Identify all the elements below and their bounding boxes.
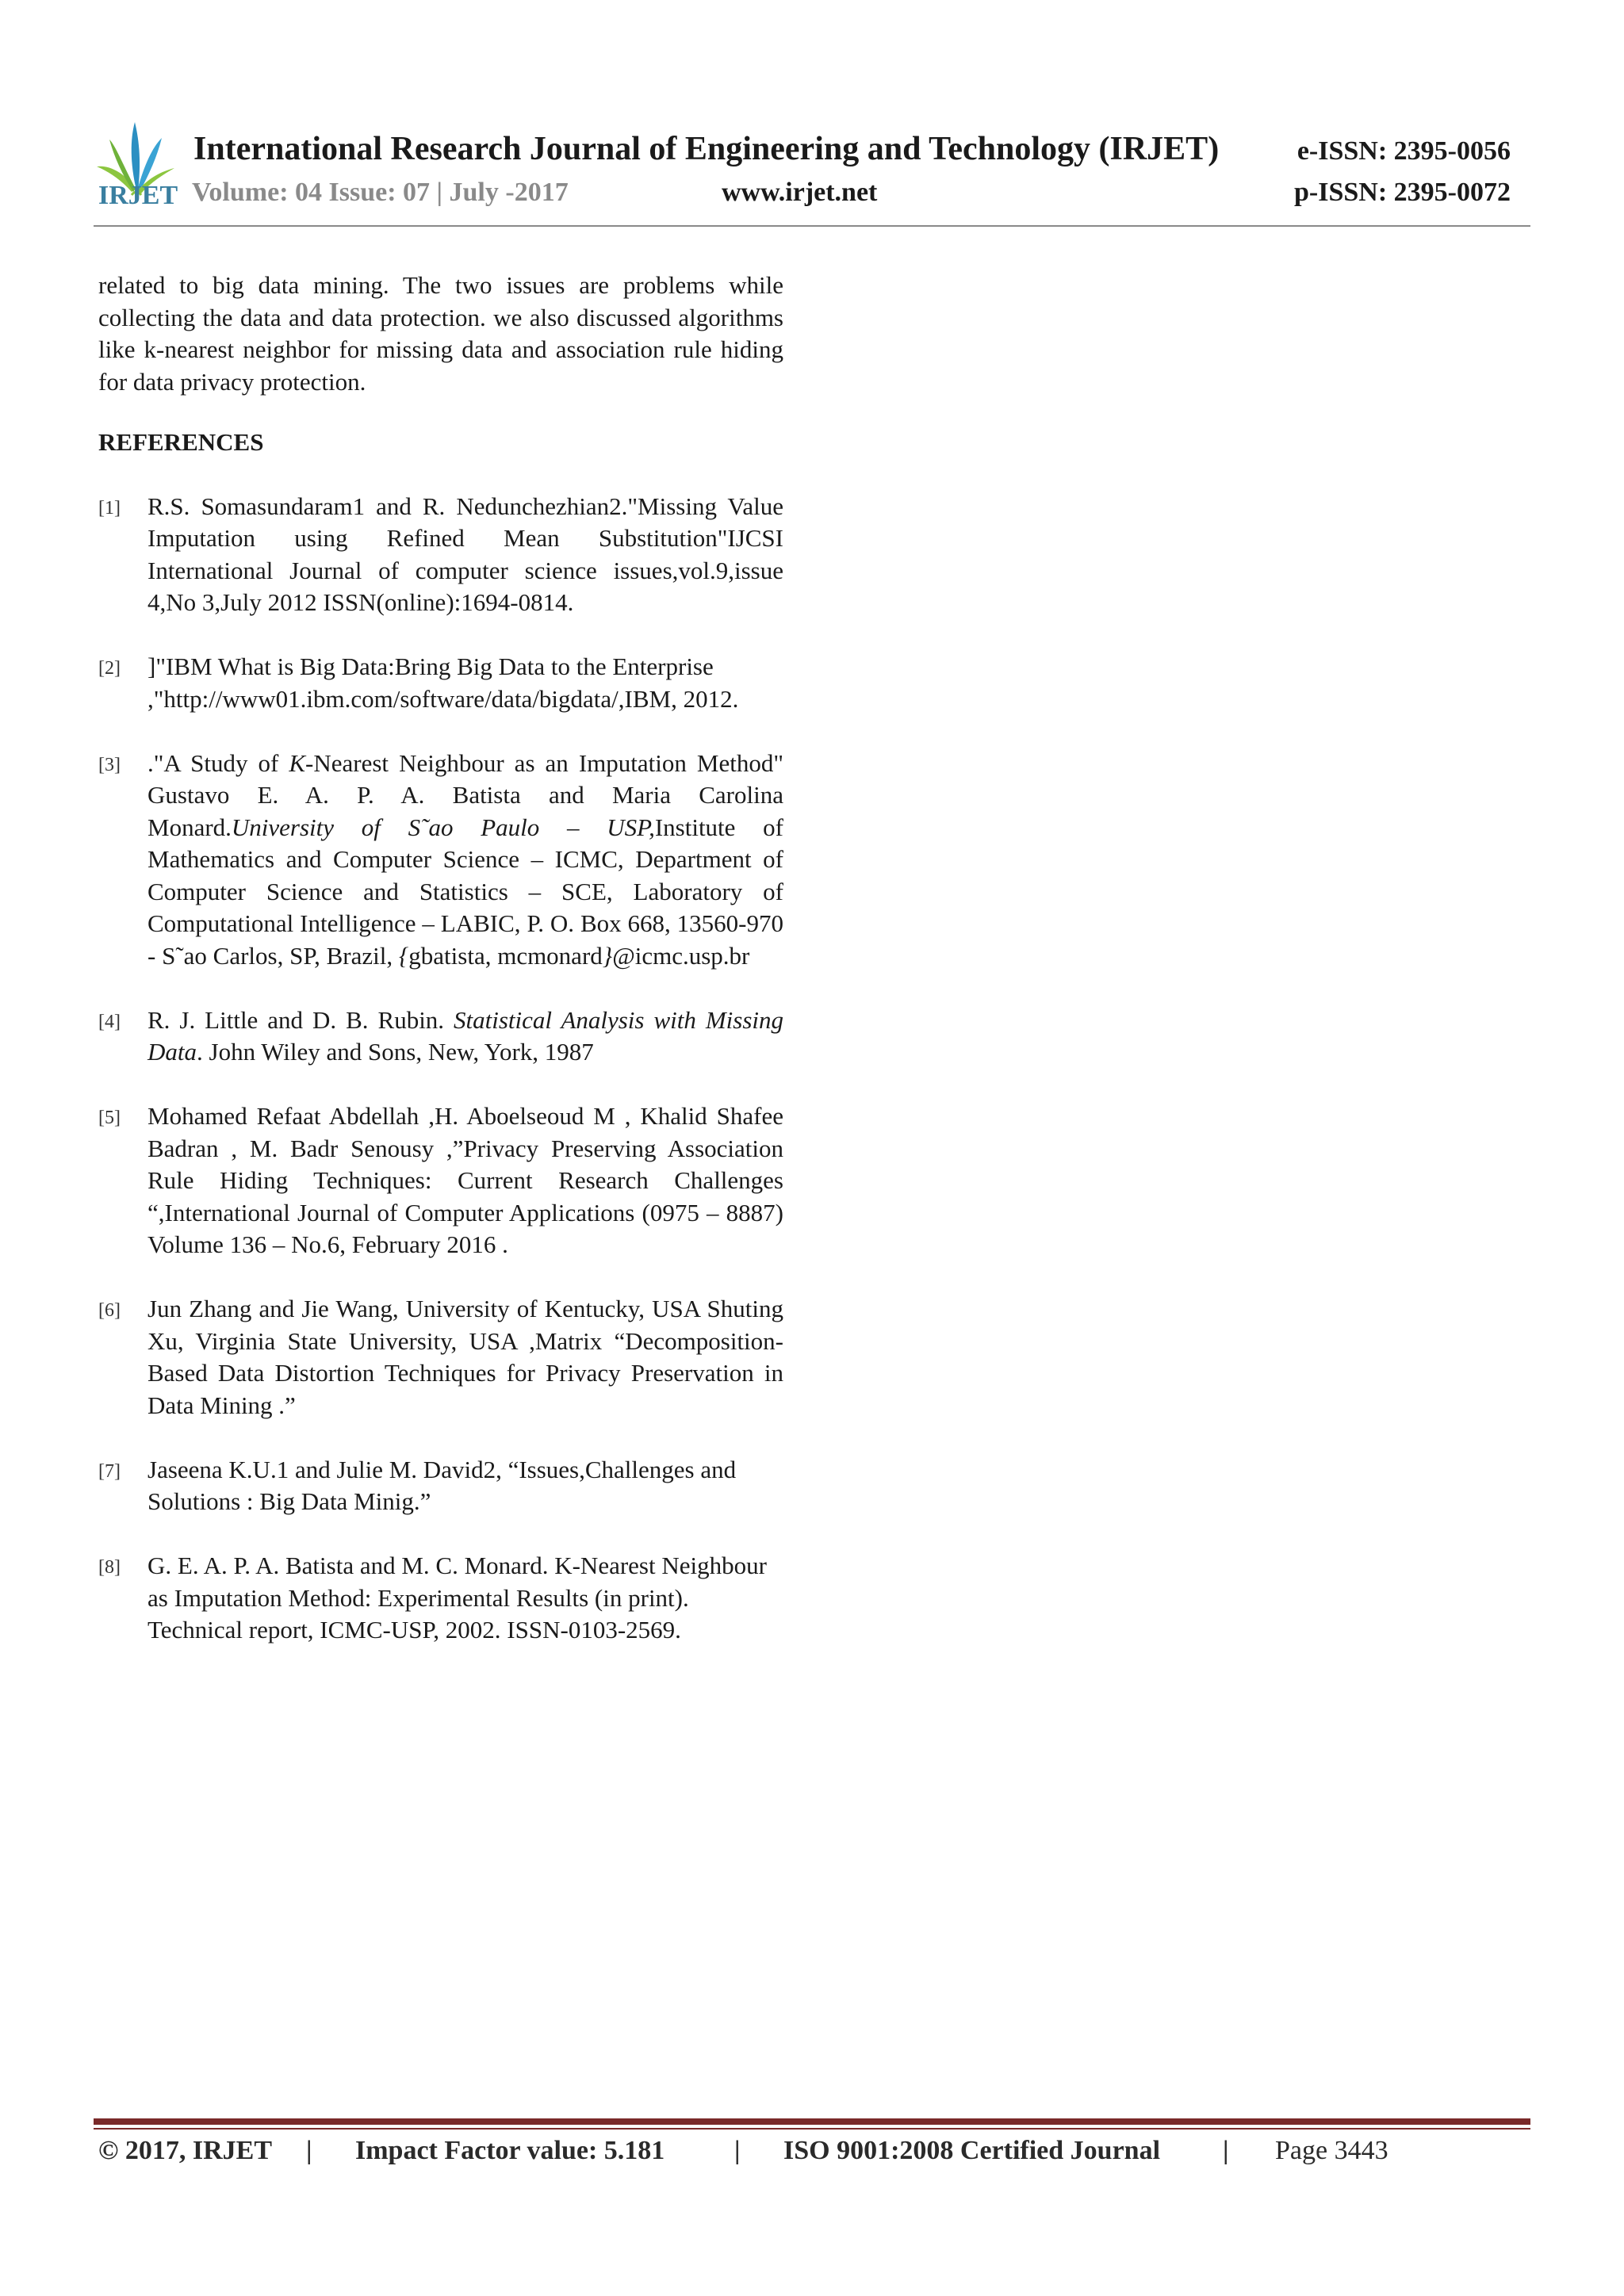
reference-text: Jaseena K.U.1 and Julie M. David2, “Issues,Challenges and Solutions : Big Data Minig.” [147,1455,737,1515]
issue-info: Volume: 04 Issue: 07 | July -2017 [192,178,569,207]
reference-number: [8] [98,1557,121,1578]
reference-item [98,748,783,973]
reference-item [98,1293,783,1422]
header-divider [94,225,1530,227]
reference-text: R. J. Little and D. B. Rubin. Statistical Analysis with Missing Data. John Wiley and Sons, New, York, 1987 [147,1005,784,1066]
reference-number: [5] [98,1108,121,1128]
reference-number: [1] [98,497,121,519]
footer-divider-thin [94,2128,1530,2130]
reference-number: [3] [98,754,121,775]
reference-number: [7] [98,1460,121,1482]
reference-item [98,651,783,715]
reference-item [98,1454,783,1518]
e-issn: e-ISSN: 2395-0056 [1297,136,1511,166]
conclusion-paragraph: related to big data mining. The two issues are problems while collecting the data and data protection. we also discussed algorithms like k-nearest neighbor for missing data and association rule hiding for data privacy protection. [98,271,783,396]
footer-iso-certification: ISO 9001:2008 Certified Journal [783,2136,1161,2165]
reference-item [98,1004,783,1069]
left-text-column [98,270,783,1678]
reference-item [98,491,783,619]
footer-copyright: © 2017, IRJET [98,2136,273,2165]
footer-separator: | [306,2136,312,2165]
journal-website: www.irjet.net [722,178,878,207]
reference-text: ."A Study of K-Nearest Neighbour as an Imputation Method" Gustavo E. A. P. A. Batista and Maria Carolina Monard.University of S˜ao Paulo – USP,Institute of Mathematics and Computer Science – ICMC, Department of Computer Science and Statistics – SCE, Laboratory of Computational Intelligence – LABIC, P. O. Box 668, 13560-970 - S˜ao Carlos, SP, Brazil, {gbatista, mcmonard}@icmc.usp.br [147,748,783,970]
footer-separator: | [734,2136,741,2165]
reference-text: R.S. Somasundaram1 and R. Nedunchezhian2."Missing Value Imputation using Refined Mean Substitution"IJCSI International Journal of computer science issues,vol.9,issue 4,No 3,July 2012 ISSN(online):1694-0814. [147,492,783,616]
p-issn: p-ISSN: 2395-0072 [1294,178,1511,207]
footer-divider-thick [94,2118,1530,2125]
footer-separator: | [1223,2136,1229,2165]
logo-wordmark: IRJET [98,181,178,210]
reference-item [98,1100,783,1261]
references-heading: REFERENCES [98,428,264,456]
reference-number: [6] [98,1300,121,1321]
reference-text: ]"IBM What is Big Data:Bring Big Data to the Enterprise ,"http://www01.ibm.com/software/data/bigdata/,IBM, 2012. [147,652,739,713]
footer-page-number: Page 3443 [1275,2136,1388,2165]
reference-item [98,1550,783,1647]
reference-text: Jun Zhang and Jie Wang, University of Kentucky, USA Shuting Xu, Virginia State University, USA ,Matrix “Decomposition-Based Data Distortion Techniques for Privacy Preservation in Data Mining .” [147,1295,783,1419]
reference-text: G. E. A. P. A. Batista and M. C. Monard. K-Nearest Neighbour as Imputation Method: Experimental Results (in print). Technical report, ICMC-USP, 2002. ISSN-0103-2569. [147,1552,767,1644]
journal-title: International Research Journal of Engineering and Technology (IRJET) [193,131,1220,167]
footer-impact-factor: Impact Factor value: 5.181 [355,2136,665,2165]
reference-text: Mohamed Refaat Abdellah ,H. Aboelseoud M , Khalid Shafee Badran , M. Badr Senousy ,”Privacy Preserving Association Rule Hiding Techniques: Current Research Challenges “,International Journal of Computer Applications (0975 – 8887) Volume 136 – No.6, February 2016 . [147,1102,783,1258]
reference-number: [4] [98,1011,121,1032]
reference-number: [2] [98,658,121,679]
page-footer [98,2136,1388,2166]
